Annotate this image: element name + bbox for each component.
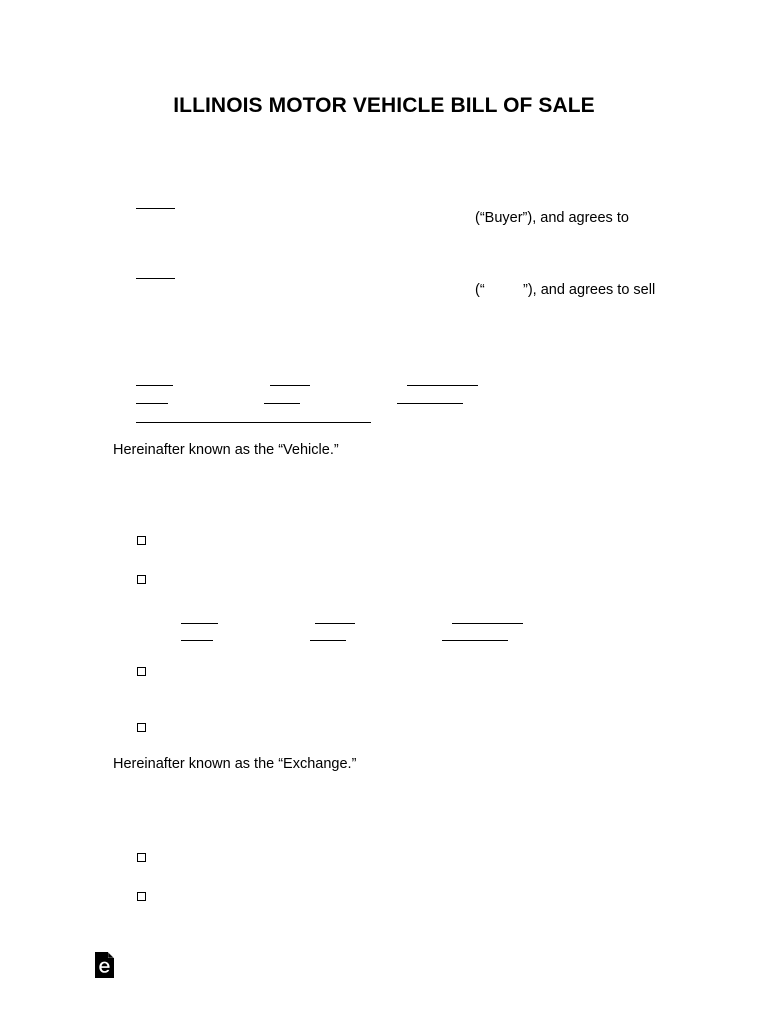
payment-option-3-checkbox[interactable] [137, 667, 146, 676]
document-title: ILLINOIS MOTOR VEHICLE BILL OF SALE [173, 94, 595, 117]
vehicle-color-blank[interactable] [264, 403, 300, 404]
vehicle-year-blank[interactable] [136, 403, 168, 404]
trade-year-blank[interactable] [181, 640, 213, 641]
trade-color-blank[interactable] [310, 640, 346, 641]
payment-option-4-checkbox[interactable] [137, 723, 146, 732]
buyer-name-blank[interactable] [136, 208, 175, 209]
seller-name-blank[interactable] [136, 278, 175, 279]
option-5-checkbox[interactable] [137, 853, 146, 862]
trade-model-blank[interactable] [315, 623, 355, 624]
vehicle-odometer-blank[interactable] [397, 403, 463, 404]
vehicle-body-type-blank[interactable] [407, 385, 478, 386]
trade-odometer-blank[interactable] [442, 640, 508, 641]
buyer-clause-text: (“Buyer”), and agrees to [475, 210, 629, 226]
vehicle-vin-blank[interactable] [136, 422, 371, 423]
eforms-logo-icon [95, 952, 114, 978]
trade-body-type-blank[interactable] [452, 623, 523, 624]
payment-option-2-checkbox[interactable] [137, 575, 146, 584]
seller-clause-close-text: ”), and agrees to sell [523, 282, 656, 298]
exchange-clause-text: Hereinafter known as the “Exchange.” [113, 756, 357, 772]
vehicle-clause-text: Hereinafter known as the “Vehicle.” [113, 442, 339, 458]
seller-clause-open-text: (“ [475, 282, 485, 298]
trade-make-blank[interactable] [181, 623, 218, 624]
vehicle-model-blank[interactable] [270, 385, 310, 386]
payment-option-1-checkbox[interactable] [137, 536, 146, 545]
vehicle-make-blank[interactable] [136, 385, 173, 386]
option-6-checkbox[interactable] [137, 892, 146, 901]
